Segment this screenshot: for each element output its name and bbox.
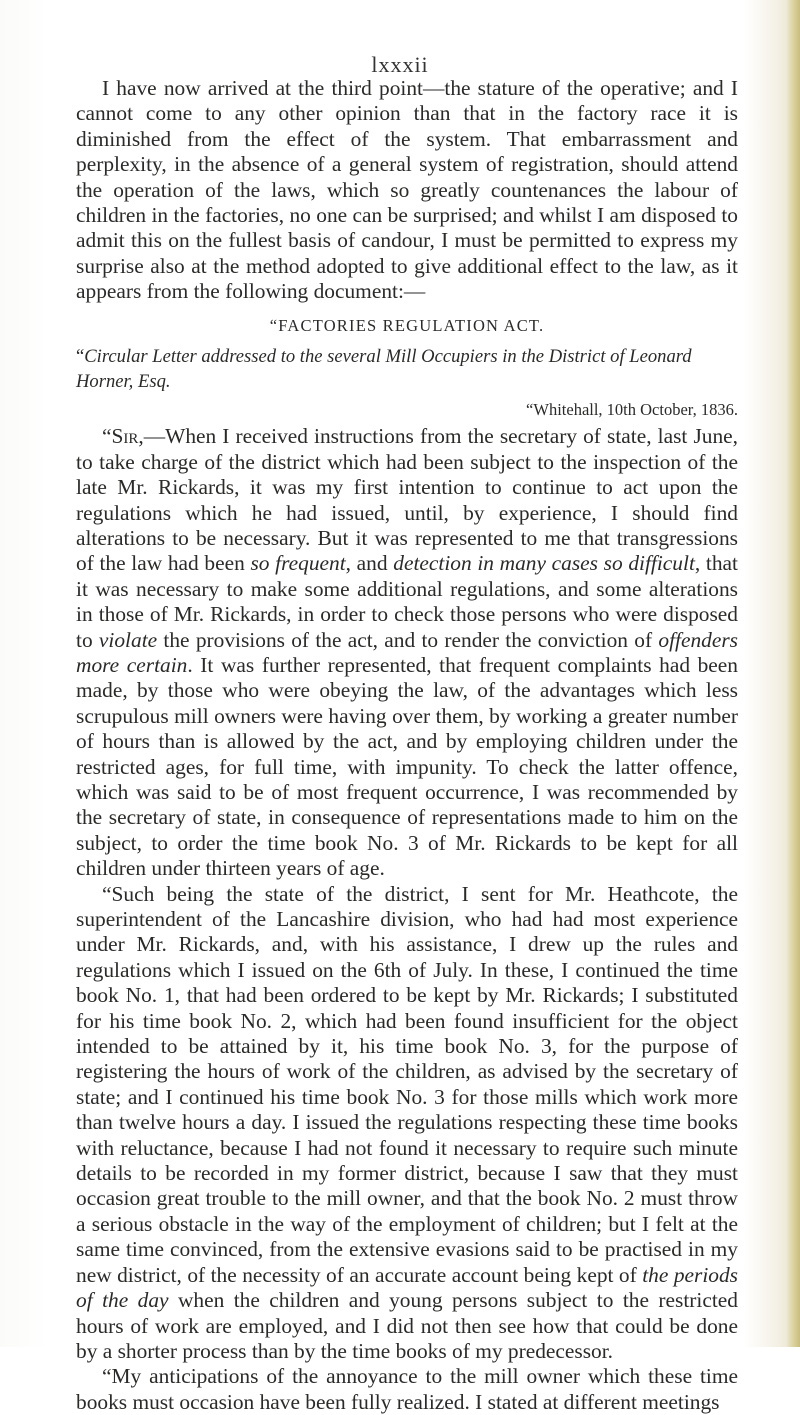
p1-emphasis-3: violate bbox=[98, 627, 158, 652]
p1-text-a: —When I received instructions from the secretary of state, last June, to take charge of the district which had been subject to the inspection of the late Mr. Rickards, it was my first intention to continue to act upon the regulations which he had issued, until, by experience, I should find alterations to be necessary. But it was represented to me that transgressions of the law had been bbox=[76, 424, 738, 576]
p1-text-c: , that it was necessary to make some additional regulations, and some alterations in those of Mr. Rickards, in order to check those persons who were disposed to bbox=[76, 551, 738, 652]
p1-text-e: . It was further represented, that frequent complaints had been made, by those who were obeying the law, of the advantages which less scrupulous mill owners were having over them, by working a greater number of hours than is allowed by the act, and by employing children under the restricted ages, for full time, with impunity. To check the latter offence, which was said to be of most frequent occurrence, I was recommended by the secretary of state, in consequence of representations made to him on the subject, to order the time book No. 3 of Mr. Rickards to be kept for all children under thirteen years of age. bbox=[76, 652, 738, 881]
p2-text: Such being the state of the district, I sent for Mr. Heathcote, the superintendent of the Lancashire division, who had had most experience under Mr. Rickards, and, with his assistance, I drew up the rules and regulations which I issued on the 6th of July. In these, I continued the time book No. 1, that had been ordered to be kept by Mr. Rickards; I substituted for his time book No. 2, which had been found insufficient for the object intended to be attained by it, his time book No. 3, for the purpose of registering the hours of work of the children, as advised by the secretary of state; and I continued his time book No. 3 for those mills which work more than twelve hours a day. I issued the regulations respecting these time books with reluctance, because I had not found it necessary to require such minute details to be recorded in my former district, because I saw that they must occasion great trouble to the mill owner, and that the book No. 2 must throw a serious obstacle in the way of the employment of children; but I felt at the same time convinced, from the extensive evasions said to be practised in my new district, of the necessity of an accurate account being kept of bbox=[76, 881, 738, 1287]
page-edge-shadow bbox=[786, 0, 800, 1347]
salutation: Sir, bbox=[111, 424, 144, 449]
p2-emphasis: the periods of the day bbox=[76, 1262, 738, 1313]
circular-title bbox=[76, 344, 738, 395]
p1-text-b: , and bbox=[345, 551, 394, 576]
letter-paragraph-1 bbox=[76, 424, 738, 881]
body-text bbox=[76, 76, 738, 1415]
p1-emphasis-1: so frequent bbox=[250, 551, 346, 576]
intro-paragraph: I have now arrived at the third point—the stature of the operative; and I cannot come to any other opinion than that in the factory race it is diminished from the effect of the system. That embarrassment and perplexity, in the absence of a general system of registration, should attend the operation of the laws, which so greatly countenances the labour of children in the factories, no one can be surprised; and whilst I am disposed to admit this on the fullest basis of candour, I must be permitted to express my surprise also at the method adopted to give additional effect to the law, as it appears from the following document:— bbox=[76, 76, 738, 304]
dateline bbox=[76, 397, 738, 422]
letter-paragraph-2 bbox=[76, 882, 738, 1365]
p1-emphasis-4: offenders more certain bbox=[76, 627, 738, 677]
p3-text: My anticipations of the annoyance to the mill owner which these time books must occasion have been fully realized. I stated at different meetings bbox=[76, 1364, 738, 1414]
section-heading bbox=[76, 313, 738, 338]
p1-emphasis-2: detection in many cases so difficult bbox=[393, 551, 695, 576]
p1-text-d: the provisions of the act, and to render the conviction of bbox=[157, 627, 659, 652]
section-heading-text: FACTORIES REGULATION ACT. bbox=[278, 315, 545, 335]
letter-paragraph-3 bbox=[76, 1364, 738, 1415]
p2-text-end: when the children and young persons subject to the restricted hours of work are employed, and I did not then see how that could be done by a shorter process than by the time books of my predecessor. bbox=[76, 1288, 738, 1363]
circular-title-text: Circular Letter addressed to the several Mill Occupiers in the District of Leonard Horner, Esq. bbox=[76, 346, 692, 393]
page-number: lxxxii bbox=[371, 52, 429, 77]
dateline-text: Whitehall, 10th October, 1836. bbox=[533, 399, 738, 419]
